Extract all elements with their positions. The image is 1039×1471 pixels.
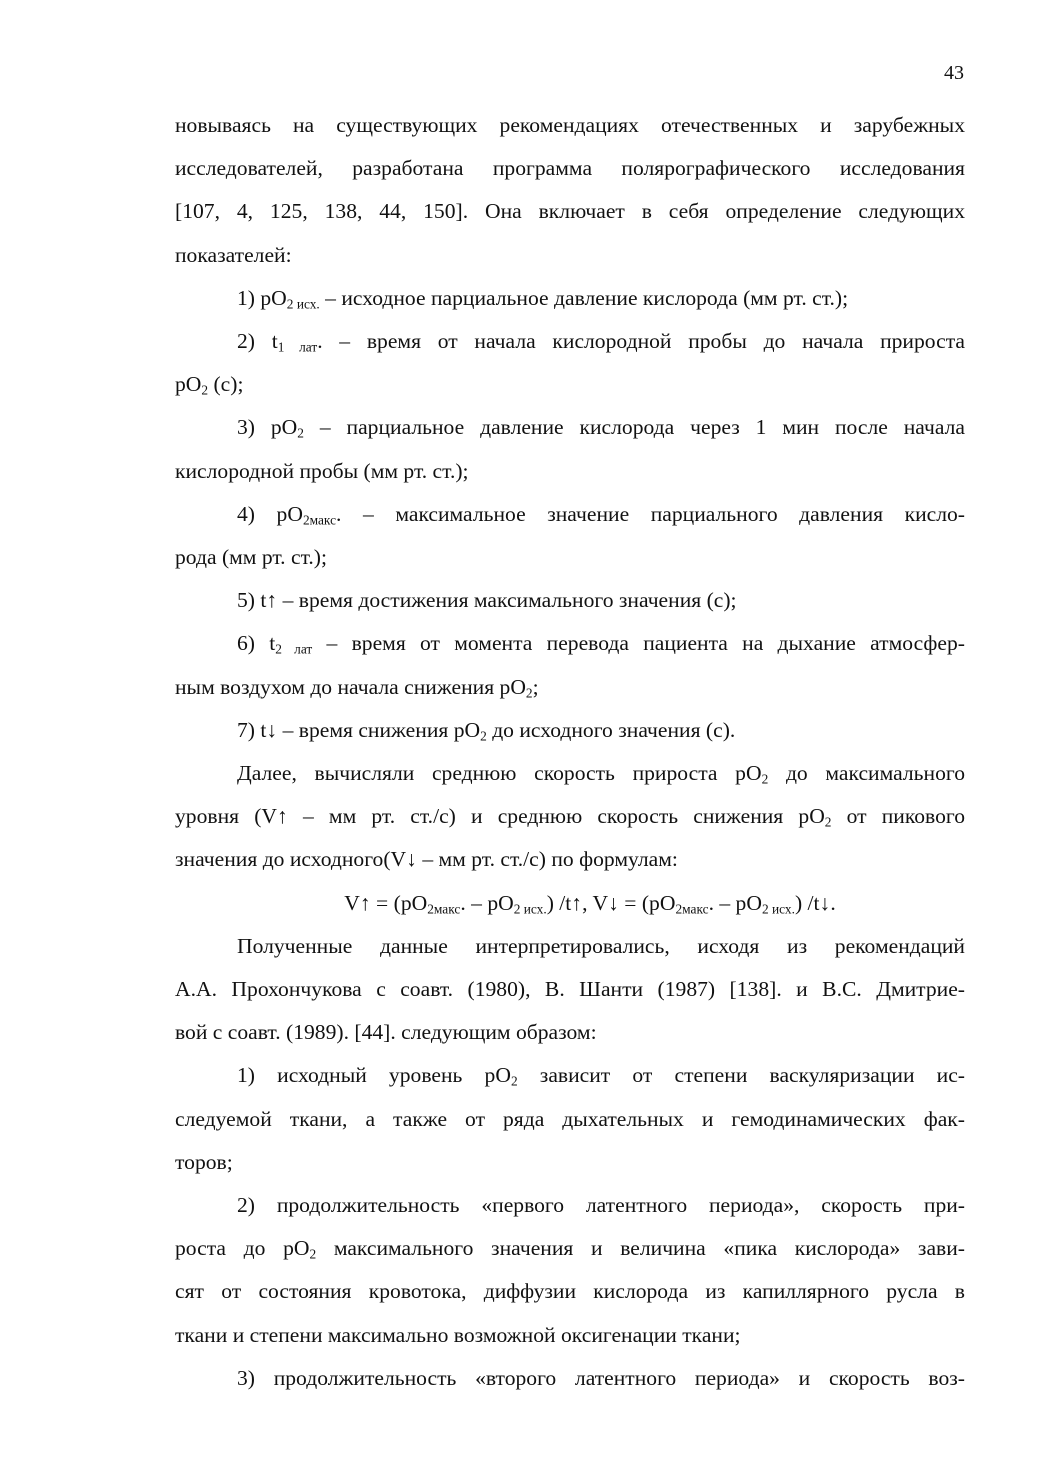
text-line: 2) $t_{1 лат}$. – время от начала кислородной пробы до начала прироста — [237, 329, 965, 355]
interpretation-item-3 — [175, 1357, 965, 1400]
indicator-item-4 — [175, 493, 965, 579]
text-line: $pO_2$ (с); — [175, 372, 244, 398]
indicator-item-2 — [175, 320, 965, 406]
text-line: роста до $pO_2$ максимального значения и величина «пика кислорода» зави- — [175, 1236, 965, 1263]
indicator-item-7 — [175, 709, 965, 752]
formula-line: V↑ = ($pO_{2макс}$. – $pO_{2 исх.}$) /t↑, V↓ = ($pO_{2макс}$. – $pO_{2 исх.}$) /t↓. — [344, 890, 836, 917]
text-line: 3) продолжительность «второго латентного периода» и скорость воз- — [237, 1365, 965, 1390]
text-line: вой с соавт. (1989). [44]. следующим образом: — [175, 1020, 597, 1045]
formula — [175, 882, 965, 925]
paragraph-intro — [175, 104, 965, 277]
interpretation-item-1 — [175, 1054, 965, 1184]
text-line: 6) $t_{2 лат}$ – время от момента перевода пациента на дыхание атмосфер- — [237, 631, 965, 658]
text-line: уровня (V↑ – мм рт. ст./с) и среднюю скорость снижения $pO_2$ от пикового — [175, 804, 966, 830]
body-text — [175, 104, 965, 1400]
indicator-item-3 — [175, 406, 965, 492]
text-line: 4) $pO_{2макс}$. – максимальное значение парциального давления кисло- — [237, 501, 965, 528]
text-line: значения до исходного(V↓ – мм рт. ст./с) по формулам: — [175, 847, 678, 872]
text-line: сят от состояния кровотока, диффузии кислорода из капиллярного русла в — [175, 1279, 965, 1304]
text-line: 1) исходный уровень $pO_2$ зависит от степени васкуляризации ис- — [237, 1063, 965, 1090]
indicator-item-1 — [175, 277, 965, 320]
text-line: [107, 4, 125, 138, 44, 150]. Она включает в себя определение следующих — [175, 199, 965, 224]
text-line: Полученные данные интерпретировались, исходя из рекомендаций — [237, 933, 965, 958]
text-line: торов; — [175, 1149, 233, 1174]
text-line: кислородной пробы (мм рт. ст.); — [175, 458, 469, 483]
text-line: новываясь на существующих рекомендациях отечественных и зарубежных — [175, 113, 965, 137]
indicator-item-6 — [175, 622, 965, 708]
paragraph-interpretation — [175, 925, 965, 1055]
page-number: 43 — [944, 62, 964, 84]
text-line: А.А. Прохончукова с соавт. (1980), В. Шанти (1987) [138]. и В.С. Дмитрие- — [175, 977, 965, 1002]
text-line: 2) продолжительность «первого латентного периода», скорость при- — [237, 1193, 965, 1218]
text-line: показателей: — [175, 242, 292, 267]
text-line: 1) $pO_{2 исх.}$ – исходное парциальное давление кислорода (мм рт. ст.); — [237, 285, 849, 312]
text-line: исследователей, разработана программа полярографического исследования — [175, 156, 965, 181]
text-line: 3) $pO_2$ – парциальное давление кислорода через 1 мин после начала — [237, 415, 965, 442]
indicator-item-5 — [175, 579, 965, 622]
text-line: 7) t↓ – время снижения $pO_2$ до исходного значения (с). — [237, 717, 736, 744]
paragraph-velocity — [175, 752, 965, 882]
text-line: рода (мм рт. ст.); — [175, 545, 327, 570]
text-line: следуемой ткани, а также от ряда дыхательных и гемодинамических фак- — [175, 1106, 965, 1131]
text-line: Далее, вычисляли среднюю скорость прироста $pO_2$ до максимального — [237, 761, 965, 787]
text-line: ткани и степени максимально возможной оксигенации ткани; — [175, 1322, 741, 1347]
text-line: 5) t↑ – время достижения максимального значения (с); — [237, 588, 737, 613]
interpretation-item-2 — [175, 1184, 965, 1357]
text-line: ным воздухом до начала снижения $pO_2$; — [175, 674, 539, 701]
